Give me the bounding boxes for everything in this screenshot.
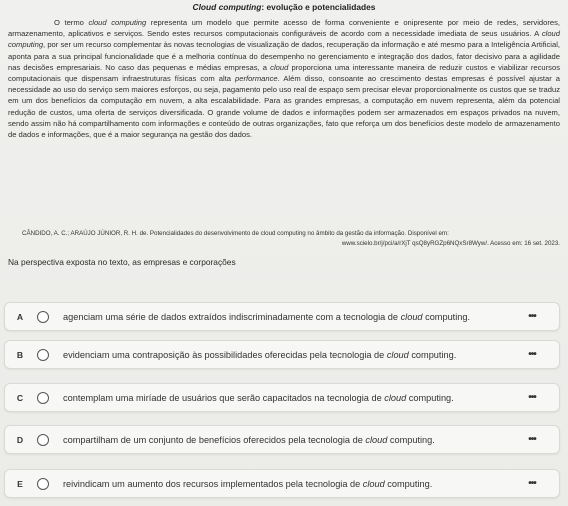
- option-text: reivindicam um aumento dos recursos implementados pela tecnologia de cloud computing.: [63, 478, 433, 489]
- citation-url: www.scielo.br/j/pci/a/rXjT qsQ8yRGZp6NQxSr8Wyw/. Acesso em: 16 set. 2023.: [341, 240, 560, 247]
- support-text: [8, 17, 560, 140]
- support-paragraph: O termo cloud computing representa um modelo que permite acesso de forma conveniente e onipresente por meio de redes, servidores, armazenamento, aplicativos e serviços. Sendo estes recursos computacionais configuráveis de acordo com a necessidade imediata de seus usuários. A cloud computing, por ser um recurso complementar às novas tecnologias de visualização de dados, recuperação da informação e até mesmo para a Inteligência Artificial, aponta para a sua principal funcionalidade que é a melhoria contínua do desempenho no gerenciamento e integração dos dados, fator decisivo para a agilidade nas decisões empresariais. No caso das pequenas e médias empresas, a cloud proporciona uma interessante maneira de reduzir custos e viabilizar recursos computacionais que dispensam infraestruturas físicas com alta performance. Além disso, consoante ao crescimento destas empresas é possível ajustar a necessidade ao uso do serviço sem maiores esforços, ou seja, pagamento pelo uso real de espaço sem precisar elevar proporcionalmente os custos que se traduz em um dos benefícios da computação em nuvem, a alta escalabilidade. Para as grandes empresas, a computação em nuvem representa, além da potencial redução de custos, uma oferta de serviços diversificada. O grande volume de dados e informações podem ser armazenados em espaços privados na nuvem, sendo assim não há compartilhamento com informações e conteúdo de outras organizações, fato que reforça um dos benefícios deste modelo de armazenamento de dados e informações, que é a maior segurança na gestão dos dados.: [8, 18, 560, 140]
- more-options-icon[interactable]: •••: [528, 392, 536, 403]
- option-d[interactable]: [4, 425, 560, 454]
- radio-button-icon[interactable]: [37, 434, 49, 446]
- option-e[interactable]: [4, 469, 560, 498]
- option-letter: D: [16, 434, 24, 445]
- option-text: evidenciam uma contraposição às possibilidades oferecidas pela tecnologia de cloud computing.: [63, 349, 457, 360]
- radio-button-icon[interactable]: [37, 392, 49, 404]
- option-text: agenciam uma série de dados extraídos indiscriminadamente com a tecnologia de cloud computing.: [63, 311, 471, 322]
- option-letter: A: [16, 311, 24, 322]
- more-options-icon[interactable]: •••: [528, 349, 536, 360]
- option-letter: C: [16, 392, 24, 403]
- text-title: Cloud computing: evolução e potencialidades: [192, 2, 376, 12]
- more-options-icon[interactable]: •••: [528, 434, 536, 445]
- option-a[interactable]: [4, 302, 560, 331]
- option-b[interactable]: [4, 340, 560, 369]
- more-options-icon[interactable]: •••: [528, 478, 536, 489]
- question-stem: Na perspectiva exposta no texto, as empresas e corporações: [8, 257, 236, 267]
- radio-button-icon[interactable]: [37, 311, 49, 323]
- option-c[interactable]: [4, 383, 560, 412]
- option-text: contemplam uma miríade de usuários que serão capacitados na tecnologia de cloud computing.: [63, 392, 454, 403]
- option-letter: E: [17, 478, 23, 489]
- option-text: compartilham de um conjunto de benefícios oferecidos pela tecnologia de cloud computing.: [63, 434, 435, 445]
- citation-reference: CÂNDIDO, A. C.; ARAÚJO JÚNIOR, R. H. de. Potencialidades do desenvolvimento de cloud computing no âmbito da gestão da informação. Disponível em:: [22, 230, 449, 237]
- citation: [22, 229, 562, 249]
- option-letter: B: [16, 349, 24, 360]
- radio-button-icon[interactable]: [37, 478, 49, 490]
- more-options-icon[interactable]: •••: [528, 311, 536, 322]
- radio-button-icon[interactable]: [37, 349, 49, 361]
